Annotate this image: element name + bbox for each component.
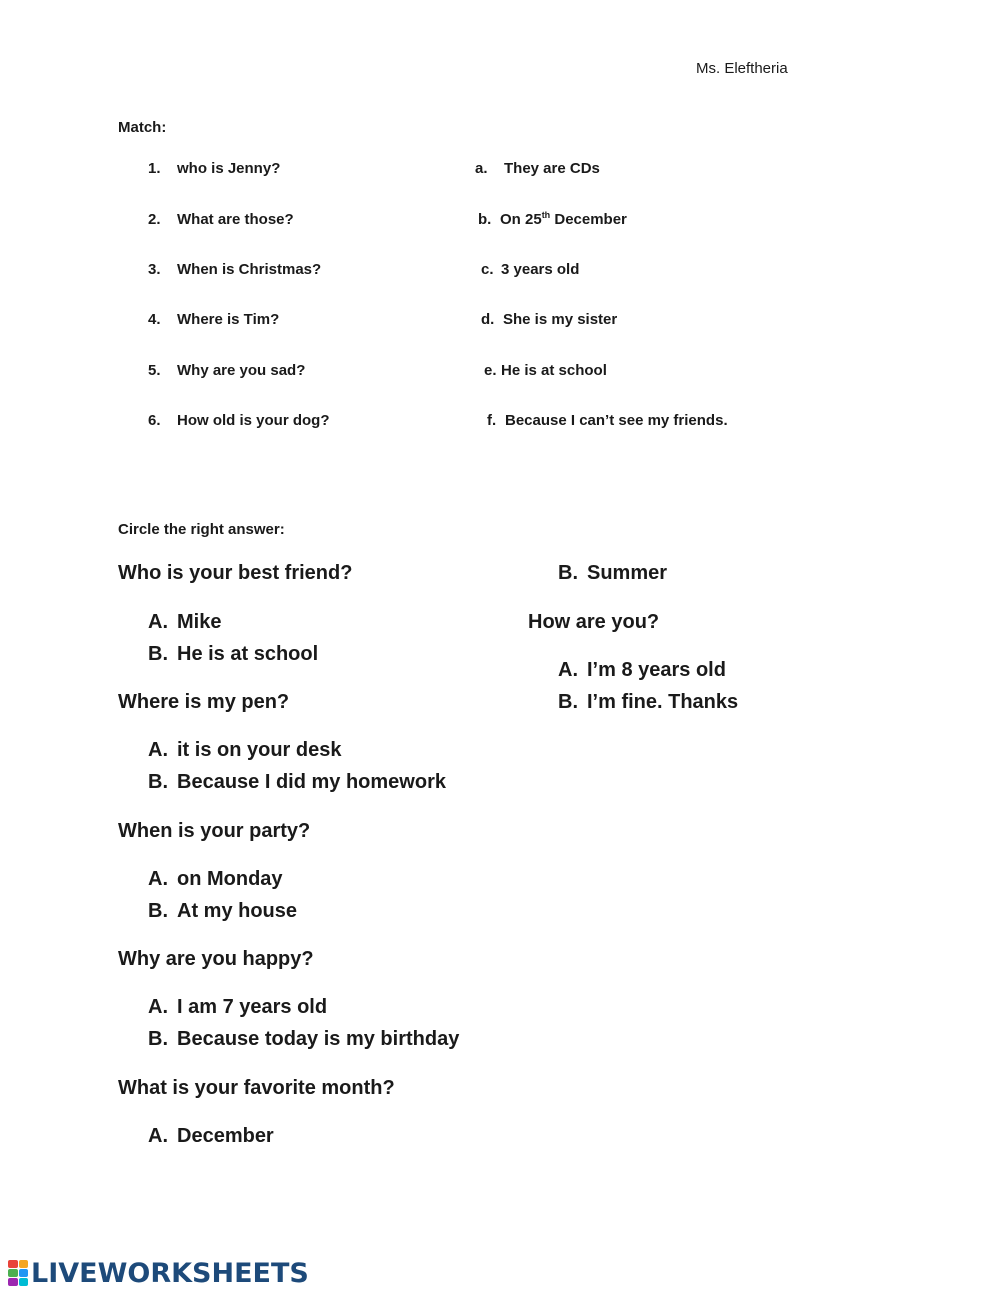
- answer-letter: d.: [481, 311, 495, 328]
- author-name: Ms. Eleftheria: [696, 60, 788, 77]
- option-text: Because I did my homework: [177, 771, 446, 793]
- match-question: [148, 261, 321, 278]
- logo-text: LIVEWORKSHEETS: [31, 1257, 309, 1289]
- option-label: B.: [558, 562, 578, 584]
- liveworksheets-logo[interactable]: [8, 1258, 309, 1288]
- option-text: He is at school: [177, 643, 319, 665]
- option-text: I’m 8 years old: [587, 659, 726, 681]
- question-number: 1.: [148, 160, 161, 177]
- answer-option[interactable]: [148, 739, 341, 762]
- option-label: B.: [148, 643, 168, 665]
- answer-option[interactable]: [148, 771, 446, 794]
- match-answer: [478, 211, 627, 228]
- match-question: [148, 311, 279, 328]
- question-number: 3.: [148, 261, 161, 278]
- logo-block: [8, 1278, 18, 1286]
- question-number: 2.: [148, 211, 161, 228]
- answer-letter: a.: [475, 160, 488, 177]
- question-number: 4.: [148, 311, 161, 328]
- option-text: Mike: [177, 611, 222, 633]
- option-label: A.: [148, 739, 168, 761]
- match-answer: [481, 261, 579, 278]
- circle-question: Where is my pen?: [118, 691, 290, 713]
- option-text: I’m fine. Thanks: [587, 691, 739, 713]
- answer-text: Because I can’t see my friends.: [505, 412, 728, 429]
- logo-blocks-icon: [8, 1260, 28, 1286]
- answer-text: She is my sister: [503, 311, 618, 328]
- answer-option[interactable]: [148, 996, 327, 1019]
- ordinal-suffix: th: [541, 210, 551, 220]
- answer-text: He is at school: [501, 362, 607, 379]
- option-label: B.: [558, 691, 578, 713]
- option-text: it is on your desk: [177, 739, 342, 761]
- option-label: A.: [558, 659, 578, 681]
- circle-question: Who is your best friend?: [118, 562, 353, 584]
- logo-block: [8, 1260, 18, 1268]
- option-label: B.: [148, 771, 168, 793]
- logo-block: [19, 1260, 29, 1268]
- question-text: Where is Tim?: [177, 311, 280, 328]
- option-text: I am 7 years old: [177, 996, 328, 1018]
- option-label: A.: [148, 611, 168, 633]
- circle-question: What is your favorite month?: [118, 1077, 395, 1099]
- answer-option[interactable]: [558, 562, 667, 585]
- answer-option[interactable]: [148, 1125, 274, 1148]
- circle-question: Why are you happy?: [118, 948, 314, 970]
- answer-letter: e.: [484, 362, 497, 379]
- match-question: [148, 160, 280, 177]
- option-label: A.: [148, 1125, 168, 1147]
- answer-letter: c.: [481, 261, 494, 278]
- logo-block: [19, 1278, 29, 1286]
- answer-text: They are CDs: [504, 160, 600, 177]
- answer-option[interactable]: [558, 691, 738, 714]
- answer-option[interactable]: [148, 1028, 459, 1051]
- match-heading: Match:: [118, 119, 167, 136]
- match-question: [148, 362, 305, 379]
- question-number: 6.: [148, 412, 161, 429]
- answer-option[interactable]: [148, 868, 283, 891]
- logo-block: [19, 1269, 29, 1277]
- match-question: [148, 211, 294, 228]
- answer-letter: b.: [478, 211, 492, 228]
- option-label: A.: [148, 996, 168, 1018]
- circle-heading: Circle the right answer:: [118, 521, 285, 538]
- question-text: What are those?: [177, 211, 294, 228]
- answer-option[interactable]: [148, 611, 221, 634]
- answer-option[interactable]: [148, 643, 318, 666]
- option-text: Because today is my birthday: [177, 1028, 460, 1050]
- circle-question: When is your party?: [118, 820, 311, 842]
- answer-option[interactable]: [148, 900, 297, 923]
- question-number: 5.: [148, 362, 161, 379]
- circle-question: How are you?: [528, 611, 660, 633]
- option-label: B.: [148, 1028, 168, 1050]
- match-question: [148, 412, 330, 429]
- match-answer: [475, 160, 600, 177]
- answer-letter: f.: [487, 412, 497, 429]
- option-text: Summer: [587, 562, 668, 584]
- question-text: How old is your dog?: [177, 412, 330, 429]
- option-text: on Monday: [177, 868, 283, 890]
- match-answer: [487, 412, 728, 429]
- option-label: B.: [148, 900, 168, 922]
- option-text: At my house: [177, 900, 298, 922]
- question-text: When is Christmas?: [177, 261, 322, 278]
- answer-text: 3 years old: [501, 261, 580, 278]
- option-label: A.: [148, 868, 168, 890]
- logo-block: [8, 1269, 18, 1277]
- answer-text: December: [550, 211, 627, 228]
- question-text: who is Jenny?: [177, 160, 281, 177]
- answer-option[interactable]: [558, 659, 726, 682]
- match-answer: [481, 311, 617, 328]
- answer-text: On 25: [500, 211, 542, 228]
- option-text: December: [177, 1125, 274, 1147]
- question-text: Why are you sad?: [177, 362, 306, 379]
- match-answer: [484, 362, 607, 379]
